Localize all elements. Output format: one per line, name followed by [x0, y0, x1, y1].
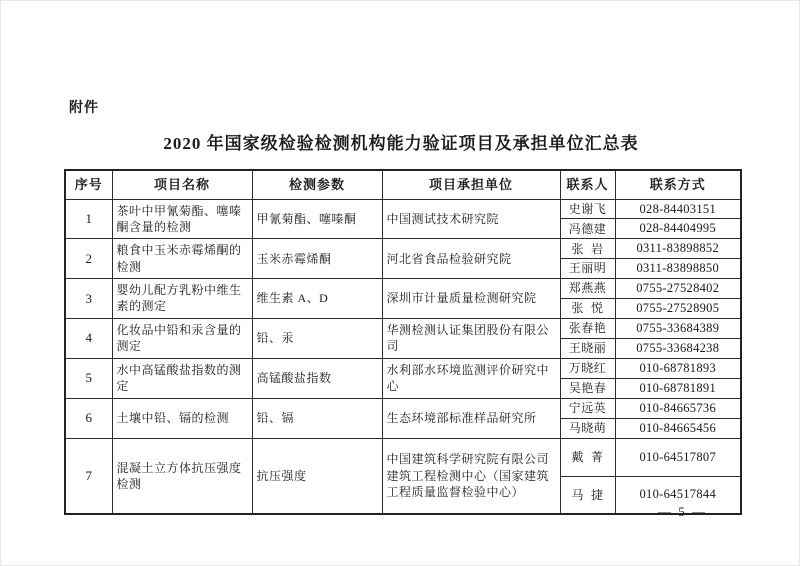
- cell-params: 抗压强度: [252, 438, 382, 514]
- cell-params: 铅、汞: [252, 318, 382, 358]
- table-row: [65, 398, 741, 418]
- cell-project: 茶叶中甲氰菊酯、噻嗪酮含量的检测: [112, 199, 252, 239]
- cell-org: 河北省食品检验研究院: [382, 239, 560, 279]
- cell-org: 水利部水环境监测评价研究中心: [382, 358, 560, 398]
- cell-person: 张 岩: [560, 239, 615, 259]
- header-seq: 序号: [65, 170, 112, 199]
- cell-org: 深圳市计量质量检测研究院: [382, 279, 560, 319]
- cell-phone: 010-64517844: [615, 476, 741, 514]
- cell-person: 王丽明: [560, 259, 615, 279]
- cell-seq: 7: [65, 438, 112, 514]
- cell-phone: 010-68781893: [615, 358, 741, 378]
- table-row: [65, 279, 741, 299]
- cell-phone: 0755-33684389: [615, 318, 741, 338]
- cell-project: 混凝土立方体抗压强度检测: [112, 438, 252, 514]
- cell-phone: 010-84665736: [615, 398, 741, 418]
- summary-table: [64, 169, 742, 515]
- cell-person: 史谢飞: [560, 199, 615, 219]
- cell-seq: 5: [65, 358, 112, 398]
- cell-seq: 1: [65, 199, 112, 239]
- cell-org: 华测检测认证集团股份有限公司: [382, 318, 560, 358]
- cell-phone: 0755-27528402: [615, 279, 741, 299]
- cell-project: 土壤中铅、镉的检测: [112, 398, 252, 438]
- cell-person: 冯德建: [560, 219, 615, 239]
- cell-org: 中国测试技术研究院: [382, 199, 560, 239]
- cell-org: 生态环境部标准样品研究所: [382, 398, 560, 438]
- table-row: [65, 318, 741, 338]
- table-row: [65, 438, 741, 476]
- header-phone: 联系方式: [615, 170, 741, 199]
- cell-params: 玉米赤霉烯酮: [252, 239, 382, 279]
- cell-phone: 028-84403151: [615, 199, 741, 219]
- header-org: 项目承担单位: [382, 170, 560, 199]
- cell-seq: 6: [65, 398, 112, 438]
- cell-seq: 2: [65, 239, 112, 279]
- attachment-label: 附件: [69, 101, 99, 116]
- table-body: [65, 199, 741, 514]
- table-row: [65, 239, 741, 259]
- cell-person: 郑燕燕: [560, 279, 615, 299]
- header-params: 检测参数: [252, 170, 382, 199]
- cell-person: 万晓红: [560, 358, 615, 378]
- cell-seq: 3: [65, 279, 112, 319]
- cell-params: 甲氰菊酯、噻嗪酮: [252, 199, 382, 239]
- page-number: — 5 —: [658, 504, 707, 519]
- cell-params: 铅、镉: [252, 398, 382, 438]
- cell-project: 水中高锰酸盐指数的测定: [112, 358, 252, 398]
- table-header-row: [65, 170, 741, 199]
- header-person: 联系人: [560, 170, 615, 199]
- cell-phone: 010-84665456: [615, 418, 741, 438]
- cell-org: 中国建筑科学研究院有限公司建筑工程检测中心（国家建筑工程质量监督检验中心）: [382, 438, 560, 514]
- cell-phone: 0311-83898852: [615, 239, 741, 259]
- cell-person: 王晓丽: [560, 338, 615, 358]
- cell-params: 高锰酸盐指数: [252, 358, 382, 398]
- cell-params: 维生素 A、D: [252, 279, 382, 319]
- cell-phone: 0311-83898850: [615, 259, 741, 279]
- cell-project: 婴幼儿配方乳粉中维生素的测定: [112, 279, 252, 319]
- cell-person: 马晓萌: [560, 418, 615, 438]
- cell-person: 吴艳春: [560, 378, 615, 398]
- cell-phone: 028-84404995: [615, 219, 741, 239]
- cell-person: 张 悦: [560, 298, 615, 318]
- cell-phone: 010-64517807: [615, 438, 741, 476]
- cell-project: 化妆品中铅和汞含量的测定: [112, 318, 252, 358]
- cell-project: 粮食中玉米赤霉烯酮的检测: [112, 239, 252, 279]
- table-row: [65, 358, 741, 378]
- cell-person: 张春艳: [560, 318, 615, 338]
- cell-person: 宁远英: [560, 398, 615, 418]
- cell-person: 戴 菁: [560, 438, 615, 476]
- header-project: 项目名称: [112, 170, 252, 199]
- table-row: [65, 199, 741, 219]
- cell-person: 马 捷: [560, 476, 615, 514]
- page-title: 2020 年国家级检验检测机构能力验证项目及承担单位汇总表: [163, 134, 639, 153]
- cell-seq: 4: [65, 318, 112, 358]
- cell-phone: 0755-33684238: [615, 338, 741, 358]
- cell-phone: 0755-27528905: [615, 298, 741, 318]
- cell-phone: 010-68781891: [615, 378, 741, 398]
